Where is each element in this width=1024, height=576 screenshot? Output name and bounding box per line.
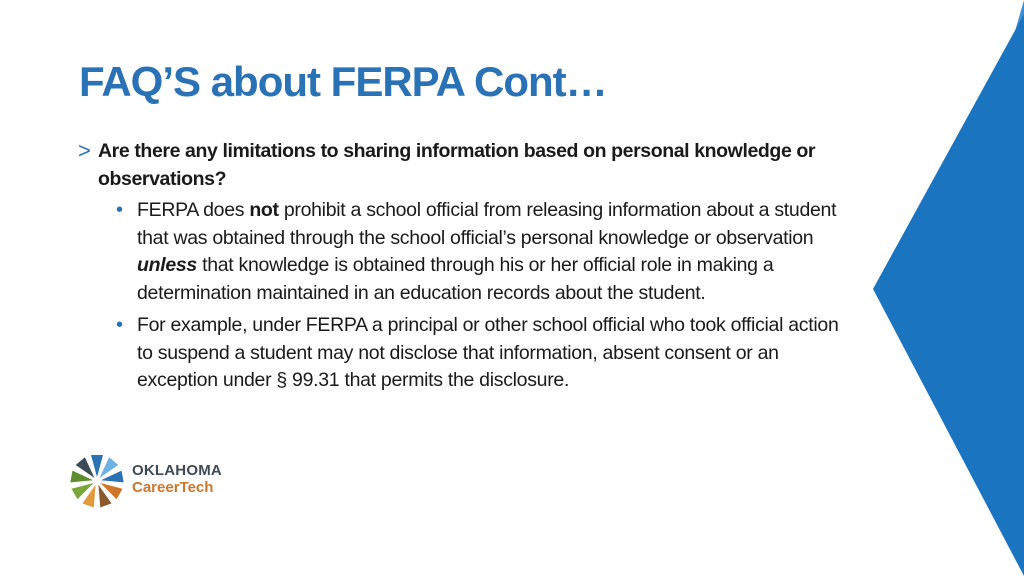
list-item <box>116 312 858 395</box>
accent-shape-light <box>978 0 1024 360</box>
oklahoma-careertech-logo <box>68 452 228 510</box>
bullet-dot-icon: • <box>116 314 123 336</box>
arrow-bullet-icon: > <box>78 138 91 163</box>
page-title: FAQ’S about FERPA Cont… <box>79 58 607 105</box>
answer-text: For example, under FERPA a principal or other school official who took official action to suspend a student may not disclose that information, absent consent or an exception under § 99.31 that permits the disclosure. <box>137 314 839 391</box>
answer-text-part: FERPA does <box>137 199 250 221</box>
logo-text <box>132 462 222 496</box>
question-text: Are there any limitations to sharing information based on personal knowledge or observations? <box>98 140 816 190</box>
logo-line-oklahoma: OKLAHOMA <box>132 462 222 479</box>
slide-body <box>78 137 858 400</box>
answer-list <box>78 197 858 395</box>
list-item <box>116 197 858 307</box>
star-logo-icon <box>68 452 126 510</box>
bullet-dot-icon: • <box>116 199 123 221</box>
question <box>78 137 858 193</box>
emphasis-not: not <box>249 199 279 221</box>
answer-text-part: prohibit a school official from releasing information about a student that was obtained through the school official’s personal knowledge or observation <box>137 199 837 249</box>
emphasis-unless: unless <box>137 254 197 276</box>
answer-text-part: that knowledge is obtained through his or her official role in making a determination maintained in an education records about the student. <box>137 254 774 304</box>
logo-line-careertech: CareerTech <box>132 479 214 496</box>
accent-shape-main <box>873 14 1024 576</box>
